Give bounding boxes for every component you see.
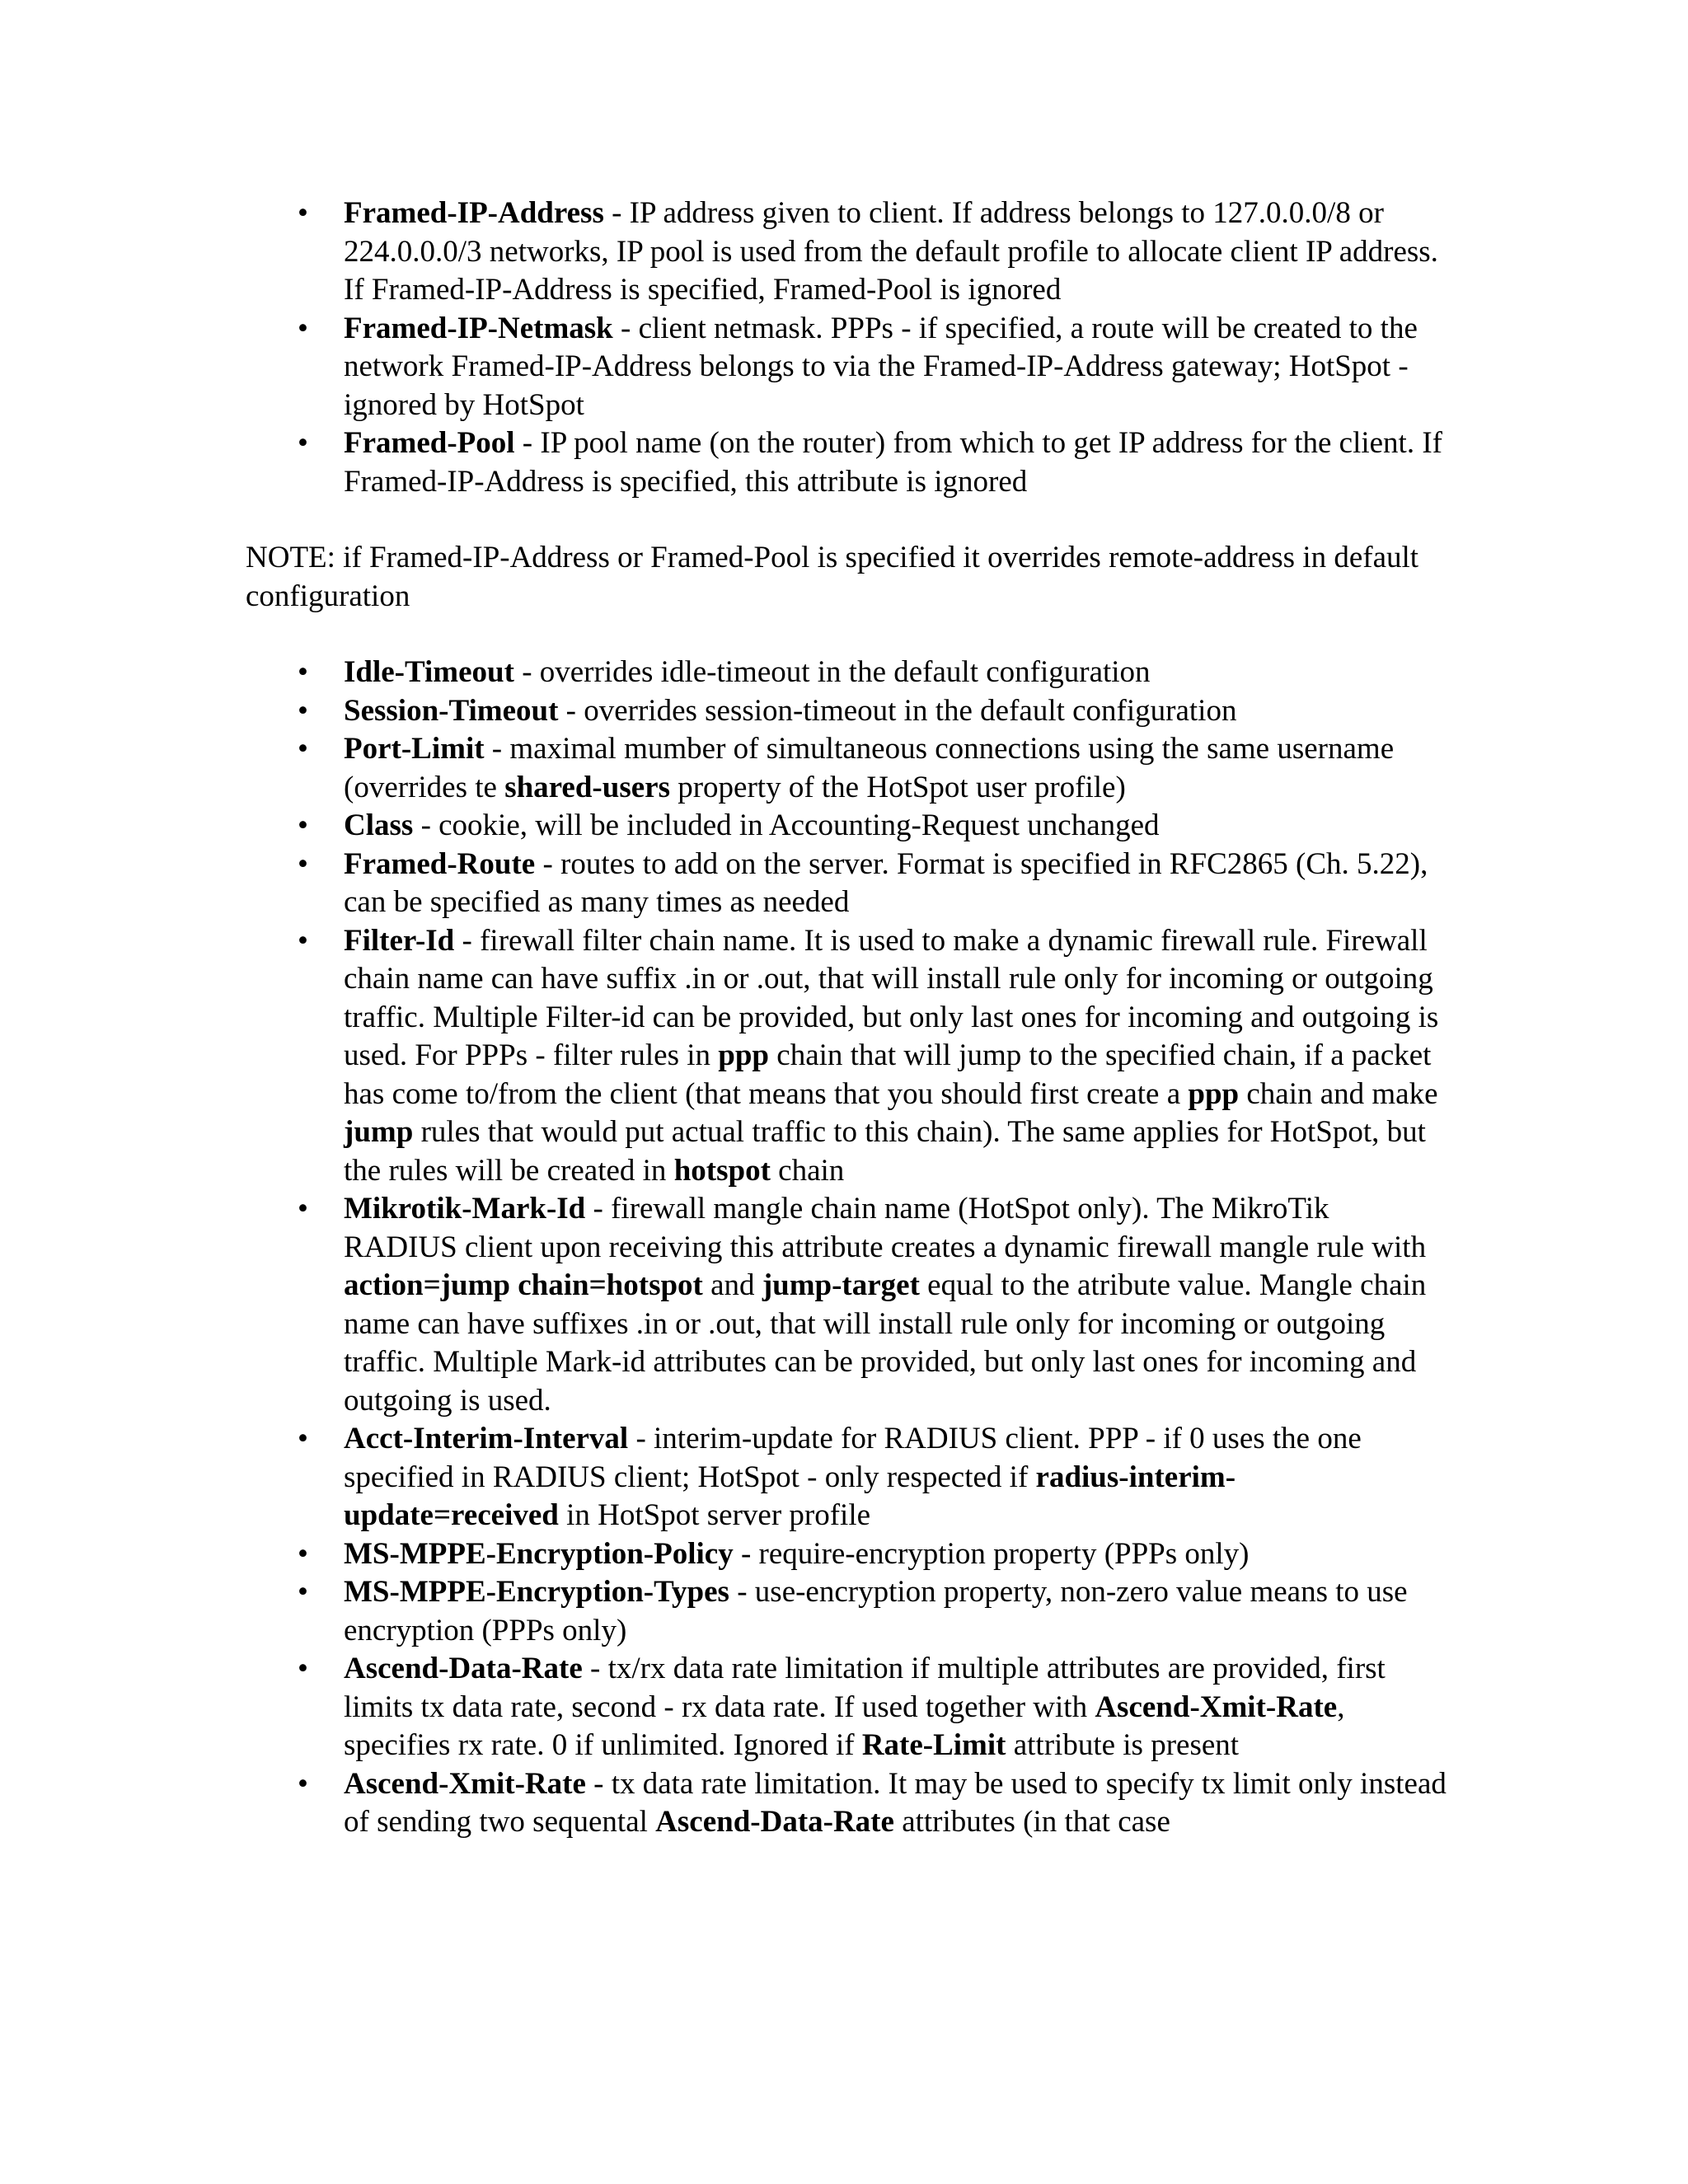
bullet-icon: • [298,426,308,460]
attribute-name: hotspot [673,1153,771,1188]
attribute-description: - tx/rx data rate limitation if multiple attributes are provided, first limits tx data rate, second - rx data rate. If used together with [344,1652,1386,1724]
bullet-icon: • [298,1536,308,1571]
attribute-name: Acct-Interim-Interval [344,1422,629,1455]
attribute-description: and [702,1268,762,1302]
bullet-icon: • [298,1575,308,1609]
bullet-icon: • [298,693,308,728]
attribute-name: Class [344,808,414,842]
attribute-description: - tx data rate limitation. It may be used to specify tx limit only instead of sending two sequental [344,1766,1447,1839]
attribute-description: property of the HotSpot user profile) [669,770,1126,804]
attribute-description: - firewall mangle chain name (HotSpot only). The MikroTik RADIUS client upon receiving this attribute creates a dynamic firewall mangle rule with [344,1192,1427,1264]
attribute-list-framed [246,194,1449,501]
list-item [246,1420,1449,1535]
note-paragraph: NOTE: if Framed-IP-Address or Framed-Pool is specified it overrides remote-address in default configuration [246,541,1419,613]
attribute-description: - cookie, will be included in Accounting-Request unchanged [413,808,1160,842]
list-item [246,1765,1449,1842]
list-item [246,1535,1449,1574]
attribute-description: - overrides session-timeout in the default configuration [558,693,1237,728]
attribute-description: , specifies rx rate. 0 if unlimited. Ignored if [344,1690,1345,1762]
attribute-name: Framed-Pool [344,426,515,460]
list-item [246,310,1449,425]
attribute-name: jump-target [762,1268,920,1302]
attribute-description: - interim-update for RADIUS client. PPP - if 0 uses the one specified in RADIUS client; HotSpot - only respected if [344,1422,1362,1494]
attribute-name: action=jump chain=hotspot [344,1268,703,1302]
attribute-name: MS-MPPE-Encryption-Types [344,1575,729,1609]
attribute-description: - overrides idle-timeout in the default configuration [513,655,1151,689]
attribute-list-radius [246,654,1449,1842]
attribute-name: Session-Timeout [344,693,559,728]
list-item [246,922,1449,1191]
document-page [246,194,1449,1842]
bullet-icon: • [298,655,308,689]
list-item [246,194,1449,310]
attribute-name: shared-users [504,770,670,804]
attribute-name: Ascend-Xmit-Rate [1095,1690,1338,1724]
attribute-name: Framed-Route [344,846,536,881]
attribute-name: Rate-Limit [861,1728,1006,1762]
attribute-description: - client netmask. PPPs - if specified, a route will be created to the network Framed-IP-Address belongs to via the Framed-IP-Address gateway; HotSpot - ignored by HotSpot [344,311,1418,422]
list-item [246,846,1449,922]
attribute-description: attribute is present [1006,1728,1240,1762]
bullet-icon: • [298,732,308,766]
attribute-description: - routes to add on the server. Format is specified in RFC2865 (Ch. 5.22), can be specified as many times as needed [344,846,1428,919]
attribute-name: ppp [1188,1076,1240,1111]
attribute-name: Framed-IP-Netmask [344,311,613,345]
attribute-name: Filter-Id [344,923,455,958]
attribute-description: chain that will jump to the specified chain, if a packet has come to/from the client (that means that you should first create a [344,1038,1432,1111]
bullet-icon: • [298,808,308,842]
list-item [246,424,1449,501]
attribute-name: jump [344,1115,414,1149]
attribute-name: radius-interim-update=received [344,1460,1236,1532]
bullet-icon: • [298,846,308,881]
attribute-name: Ascend-Data-Rate [344,1652,583,1685]
bullet-icon: • [298,1422,308,1455]
attribute-description: - require-encryption property (PPPs only) [733,1536,1250,1571]
attribute-name: Idle-Timeout [344,655,514,689]
attribute-description: - IP address given to client. If address belongs to 127.0.0.0/8 or 224.0.0.0/3 networks, IP pool is used from the default profile to allocate client IP address. If Framed-IP-Address is specified, Framed-Pool is ignored [344,196,1438,307]
attribute-name: ppp [718,1038,770,1072]
bullet-icon: • [298,311,308,345]
attribute-description: in HotSpot server profile [558,1498,871,1532]
bullet-icon: • [298,1652,308,1685]
bullet-icon: • [298,923,308,958]
bullet-icon: • [298,196,308,230]
attribute-name: Port-Limit [344,732,485,766]
attribute-name: Framed-IP-Address [344,196,604,230]
attribute-name: Ascend-Xmit-Rate [344,1766,586,1801]
bullet-icon: • [298,1192,308,1226]
attribute-name: Mikrotik-Mark-Id [344,1192,586,1226]
attribute-description: rules that would put actual traffic to this chain). The same applies for HotSpot, but the rules will be created in [344,1115,1426,1188]
attribute-description: attributes (in that case [893,1805,1170,1839]
attribute-description: chain [770,1153,845,1188]
list-item [246,730,1449,807]
attribute-description: - IP pool name (on the router) from which to get IP address for the client. If Framed-IP-Address is specified, this attribute is ignored [344,426,1442,499]
attribute-description: chain and make [1239,1076,1438,1111]
attribute-name: MS-MPPE-Encryption-Policy [344,1536,734,1571]
attribute-name: Ascend-Data-Rate [655,1805,894,1839]
list-item [246,1190,1449,1420]
list-item [246,692,1449,731]
list-item [246,1573,1449,1650]
list-item [246,654,1449,692]
attribute-description: equal to the atribute value. Mangle chain name can have suffixes .in or .out, that will install rule only for incoming or outgoing traffic. Multiple Mark-id attributes can be provided, but only last ones for incoming and outgoing is used. [344,1268,1427,1418]
list-item [246,807,1449,846]
bullet-icon: • [298,1766,308,1801]
list-item [246,1650,1449,1765]
attribute-description: - firewall filter chain name. It is used to make a dynamic firewall rule. Firewall chain name can have suffix .in or .out, that will install rule only for incoming or outgoing traffic. Multiple Filter-id can be provided, but only last ones for incoming and outgoing is used. For PPPs - filter rules in [344,923,1439,1072]
attribute-description: - use-encryption property, non-zero value means to use encryption (PPPs only) [344,1575,1408,1647]
attribute-description: - maximal mumber of simultaneous connections using the same username (overrides te [344,732,1395,804]
